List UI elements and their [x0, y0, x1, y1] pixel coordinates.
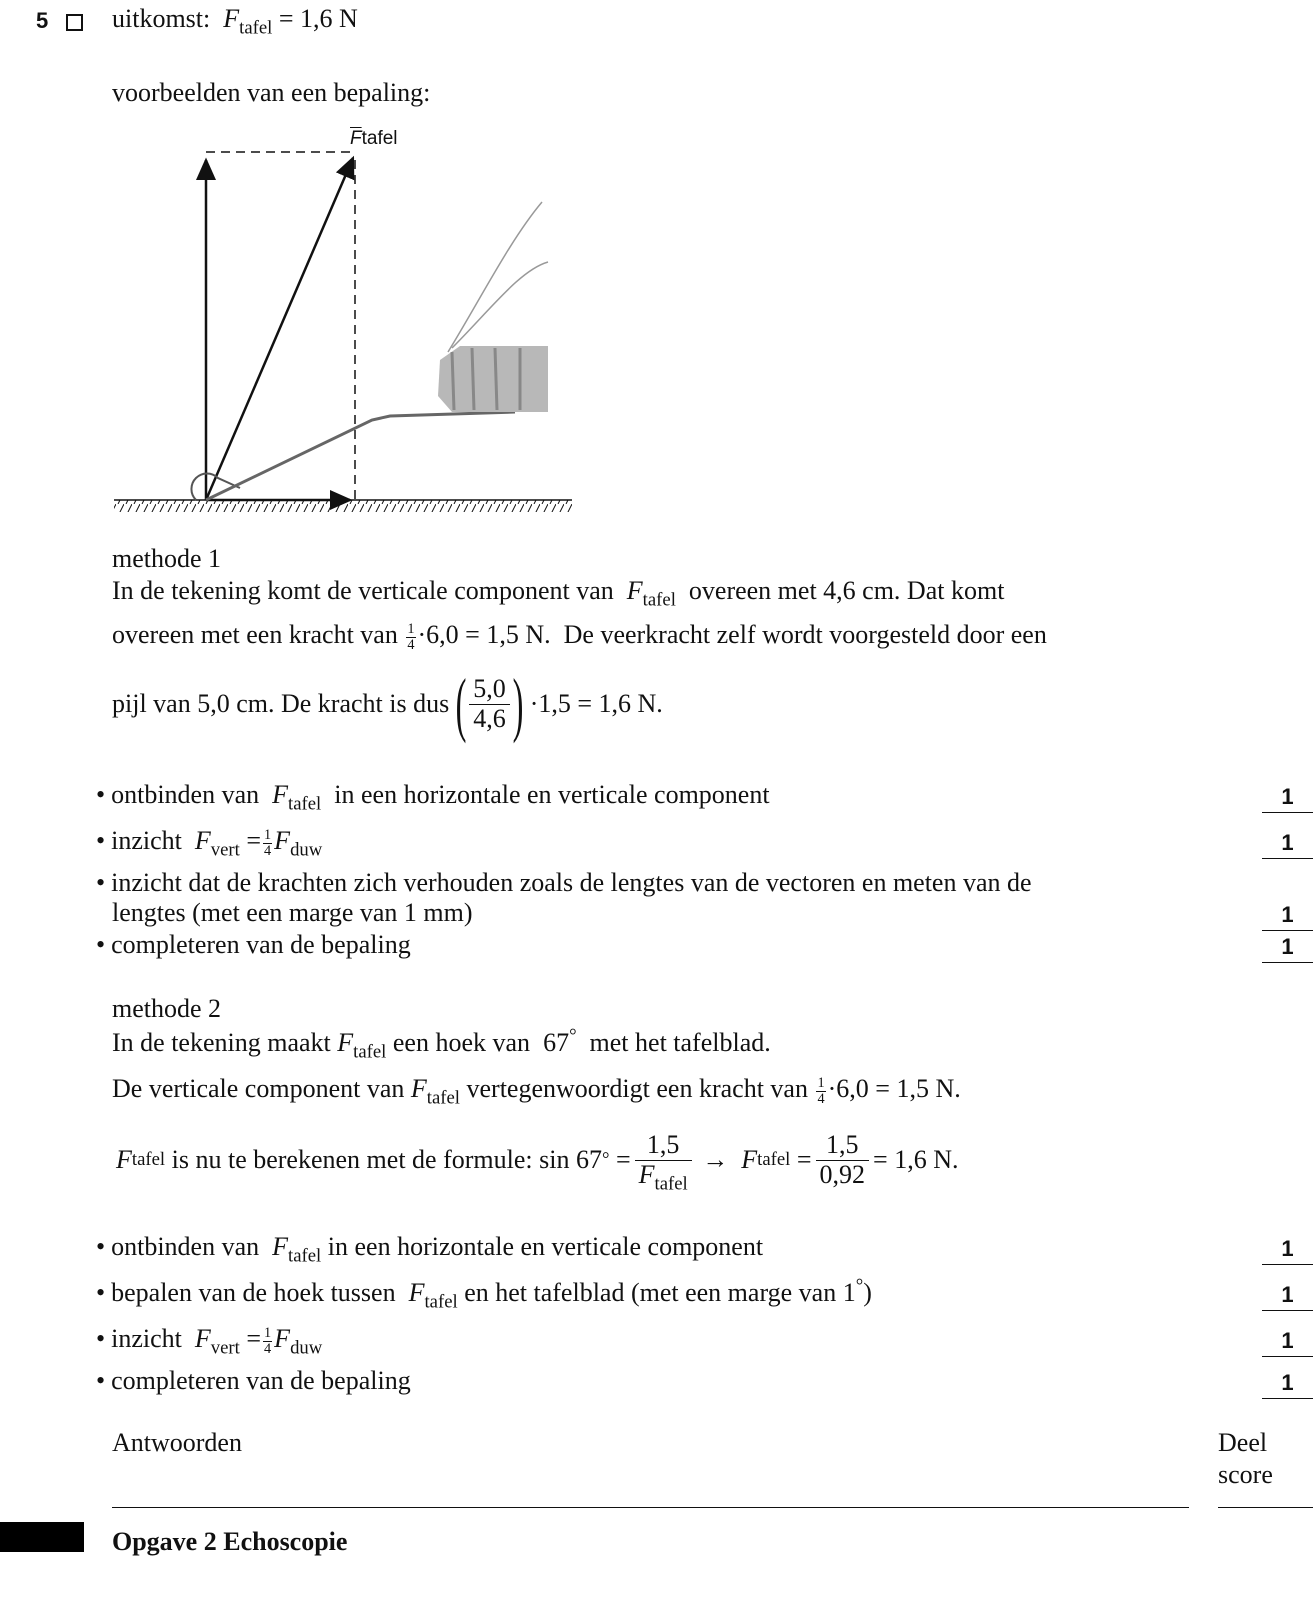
score-label: score: [1218, 1460, 1273, 1489]
footer-divider-right: [1218, 1507, 1313, 1508]
deel-label: Deel: [1218, 1428, 1268, 1457]
score-m2-4: 1: [1262, 1370, 1313, 1399]
f-tafel-arrow: [206, 158, 353, 500]
method1-title: methode 1: [112, 544, 222, 573]
footer-divider: [112, 1507, 1189, 1508]
checkbox-icon[interactable]: [66, 14, 83, 31]
criterion-m2-3: • inzicht $F_{vert}$ = $\frac{1}{4}$ $F_{duw}$: [96, 1324, 323, 1359]
criterion-m1-4: • completeren van de bepaling: [96, 930, 411, 959]
score-m2-3: 1: [1262, 1328, 1313, 1357]
next-section-title: Opgave 2 Echoscopie: [112, 1527, 348, 1556]
method2-line2: De verticale component van $F_{tafel}$ vertegenwoordigt een kracht van $\frac{1}{4}$ ·6,0 = 1,5 N.: [112, 1074, 961, 1109]
method2-line3: F tafel is nu te berekenen met de formule: sin 67 ° = 1,5 $F_{tafel}$ → F tafel = $\frac{1,5}{0,92}$ = 1,6 N.: [116, 1129, 959, 1195]
answers-label: Antwoorden: [112, 1428, 242, 1457]
outcome-line: uitkomst: $F_{tafel} = 1,6$ N: [112, 4, 358, 39]
table-hatch: [114, 500, 572, 512]
criterion-m2-4: • completeren van de bepaling: [96, 1366, 411, 1395]
method1-line3: pijl van 5,0 cm. De kracht is dus ( 5,0 4,6 ) ·1,5 = 1,6 N.: [112, 664, 663, 744]
score-m1-3: 1: [1262, 902, 1313, 931]
criterion-m2-1: • ontbinden van $F_{tafel}$ in een horizontale en verticale component: [96, 1232, 764, 1267]
criterion-m1-2: • inzicht $F_{vert}$ = $\frac{1}{4}$ $F_{duw}$: [96, 826, 323, 861]
score-m1-1: 1: [1262, 784, 1313, 813]
method2-title: methode 2: [112, 994, 222, 1023]
criterion-m1-1: • ontbinden van $F_{tafel}$ in een horizontale en verticale component: [96, 780, 770, 815]
hand-icon: [438, 202, 548, 412]
method1-line2: overeen met een kracht van $\frac{1}{4}$ ·6,0 = 1,5 N. De veerkracht zelf wordt voorgesteld door een: [112, 620, 1047, 653]
score-m2-1: 1: [1262, 1236, 1313, 1265]
vector-diagram: [100, 120, 580, 520]
criterion-m1-3-cont: lengtes (met een marge van 1 mm): [112, 898, 473, 927]
section-marker: [0, 1522, 84, 1552]
stick: [206, 412, 515, 500]
criterion-m2-2: • bepalen van de hoek tussen $F_{tafel}$ en het tafelblad (met een marge van 1°): [96, 1275, 872, 1313]
criterion-m1-3: • inzicht dat de krachten zich verhouden zoals de lengtes van de vectoren en meten van de: [96, 868, 1032, 897]
vector-label: $\overline{F}tafel$: [350, 128, 398, 149]
score-m2-2: 1: [1262, 1282, 1313, 1311]
method1-line1: In de tekening komt de verticale component van $F_{tafel}$ overeen met 4,6 cm. Dat komt: [112, 576, 1005, 611]
score-m1-4: 1: [1262, 934, 1313, 963]
method2-line1: In de tekening maakt $F_{tafel}$ een hoek van 67° met het tafelblad.: [112, 1025, 771, 1063]
intro-text: voorbeelden van een bepaling:: [112, 78, 431, 107]
question-number: 5: [36, 8, 49, 33]
score-m1-2: 1: [1262, 830, 1313, 859]
